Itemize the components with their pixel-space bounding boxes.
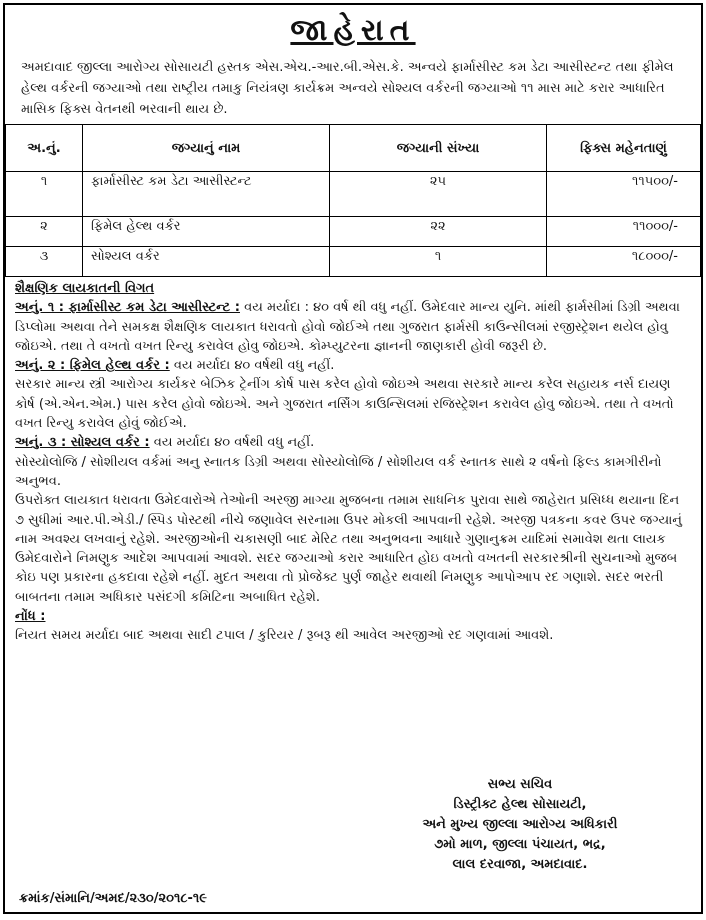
post3-paragraph (15, 433, 691, 452)
table-row (6, 172, 701, 217)
page-title: જાહેરાત (290, 13, 416, 48)
cell-salary: ૧૧૦૦૦/- (547, 217, 701, 247)
post2-paragraph (15, 356, 691, 375)
signature-line-3: અને મુખ્ય જીલ્લા આરોગ્ય અધિકારી (422, 817, 618, 832)
cell-post-count: ૨૫ (330, 172, 547, 217)
qualifications-heading: શૈક્ષણિક લાયકાતની વિગત (15, 281, 155, 296)
reference-number: ક્રમાંક/સંમાનિ/અમદ/૨૩૦/૨૦૧૮-૧૯ (19, 891, 207, 906)
signature-line-5: લાલ દરવાજા, અમદાવાદ. (452, 857, 588, 872)
general-instructions: ઉપરોક્ત લાયકાત ધરાવતા ઉમેદવારોએ તેઓની અરજી માગ્યા મુજબના તમામ સાધનિક પુરાવા સાથે જાહેરાત પ્રસિધ્ધ થયાના દિન ૭ સુધીમાં આર.પી.એડી./ સ્પિડ પોસ્ટથી નીચે જણાવેલ સરનામા ઉપર મોકલી આપવાની રહેશે. અરજી પત્રકના કવર ઉપર જગ્યાનું નામ અવશ્ય લખવાનું રહેશે. અરજીઓની ચકાસણી બાદ મેરિટ તથા અનુભવના આધારે ગુણાનુક્રમ યાદિમાં સમાવેશ થતા લાયક ઉમેદવારોને નિમણુક આદેશ આપવામાં આવશે. સદર જગ્યાઓ કરાર આધારિત હોઇ વખતો વખતની સરકારશ્રીની સુચનાઓ મુજબ કોઇ પણ પ્રકારના હકદાવા રહેશે નહીં. મુદત અથવા તો પ્રોજેક્ટ પુર્ણ જાહેર થવાથી નિમણુક આપોઆપ રદ ગણાશે. સદર ભરતી બાબતના તમામ અધિકાર પસંદગી કમિટિના અબાધિત રહેશે. (15, 493, 682, 605)
cell-salary: ૧૮૦૦૦/- (547, 247, 701, 277)
post3-age-text: વય મર્યાદા ૪૦ વર્ષથી વધુ નહીં. (149, 435, 315, 451)
header-post-name: જગ્યાનું નામ (83, 125, 330, 172)
signature-line-1: સભ્ય સચિવ (487, 777, 553, 792)
cell-post-count: ૧ (330, 247, 547, 277)
post2-heading: અનું. ૨ : ફિમેલ હેલ્થ વર્કર : (15, 358, 170, 374)
table-row (6, 217, 701, 247)
cell-post-name: સોશ્યલ વર્કર (83, 247, 330, 277)
post1-text: વય મર્યાદા : ૪૦ વર્ષ થી વધુ નહીં. ઉમેદવાર માન્ય યુનિ. માંથી ફાર્મસીમાં ડિગ્રી અથવા ડિપ્લોમા અથવા તેને સમકક્ષ શૈક્ષણિક લાયકાત ધરાવતો હોવો જોઈએ તથા ગુજરાત ફાર્મસી કાઉન્સીલમાં રજીસ્ટ્રેશન થયેલ હોવુ જોઇએ. તથા તે વખતો વખત રિન્યુ કરાવેલ હોવુ જોઇએ. કોમ્પ્યુટરના જ્ઞાનની જાણકારી હોવી જરૂરી છે. (15, 300, 680, 354)
post3-details: સોસ્યોલોજિ / સોશીયલ વર્કમાં અનુ સ્નાતક ડિગ્રી અથવા સોસ્યોલોજિ / સોશીયલ વર્ક સ્નાતક સાથે ૨ વર્ષનો ફિલ્ડ કામગીરીનો અનુભવ. (15, 454, 662, 489)
title-area (5, 5, 701, 57)
header-serial: અ.નું. (6, 125, 83, 172)
signature-line-4: ૭મો માળ, જીલ્લા પંચાયત, ભદ્ર, (434, 837, 606, 852)
intro-paragraph: અમદાવાદ જીલ્લા આરોગ્ય સોસાયટી હસ્તક એસ.એચ.-આર.બી.એસ.કે. અન્વયે ફાર્માસીસ્ટ કમ ડેટા આસીસ્ટન્ટ તથા ફીમેલ હેલ્થ વર્કરની જગ્યાઓ તથા રાષ્ટ્રીય તમાકુ નિયંત્રણ કાર્યક્રમ અન્વયે સોશ્યલ વર્કરની જગ્યાઓ ૧૧ માસ માટે કરાર આધારિત માસિક ફિક્સ વેતનથી ભરવાની થાય છે. (21, 60, 674, 117)
header-fixed-salary: ફિક્સ મહેનતાણું (547, 125, 701, 172)
cell-post-name: ફિમેલ હેલ્થ વર્કર (83, 217, 330, 247)
posts-table (5, 124, 701, 277)
table-header-row (6, 125, 701, 172)
header-post-count: જગ્યાની સંખ્યા (330, 125, 547, 172)
post2-age-text: વય મર્યાદા ૪૦ વર્ષથી વધુ નહીં. (169, 358, 335, 374)
post2-details: સરકાર માન્ય સ્ત્રી આરોગ્ય કાર્યકર બેઝિક ટ્રેનીંગ કોર્ષ પાસ કરેલ હોવો જોઇએ અથવા સરકારે માન્ય કરેલ સહાયક નર્સ દાયણ કોર્ષ (એ.એન.એમ.) પાસ કરેલ હોવો જોઇએ. અને ગુજરાત નર્સિંગ કાઉન્સિલમાં રજિસ્ટ્રેશન કરાવેલ હોવુ જોઇએ. તથા તે વખતો વખત રિન્યુ કરાવેલ હોવું જોઈએ. (15, 377, 674, 432)
signature-block (365, 775, 675, 875)
post1-paragraph (15, 298, 691, 356)
advertisement-page (3, 3, 703, 914)
qualifications-section (5, 277, 701, 646)
cell-post-count: ૨૨ (330, 217, 547, 247)
post1-heading: અનું. ૧ : ફાર્માસીસ્ટ કમ ડેટા આસીસ્ટન્ટ : (15, 300, 240, 316)
cell-salary: ૧૧૫૦૦/- (547, 172, 701, 217)
post3-heading: અનું. ૩ : સોશ્યલ વર્કર : (15, 435, 150, 451)
table-row (6, 247, 701, 277)
cell-serial: ૨ (6, 217, 83, 247)
note-text: નિયત સમય મર્યાદા બાદ અથવા સાદી ટપાલ / કુરિયર / રૂબરૂ થી આવેલ અરજીઓ રદ ગણવામાં આવશે. (15, 628, 554, 644)
cell-post-name: ફાર્માસીસ્ટ કમ ડેટા આસીસ્ટન્ટ (83, 172, 330, 217)
cell-serial: ૩ (6, 247, 83, 277)
note-heading: નોંધ : (15, 609, 46, 625)
cell-serial: ૧ (6, 172, 83, 217)
signature-line-2: ડિસ્ટ્રીક્ટ હેલ્થ સોસાયટી, (453, 797, 587, 812)
